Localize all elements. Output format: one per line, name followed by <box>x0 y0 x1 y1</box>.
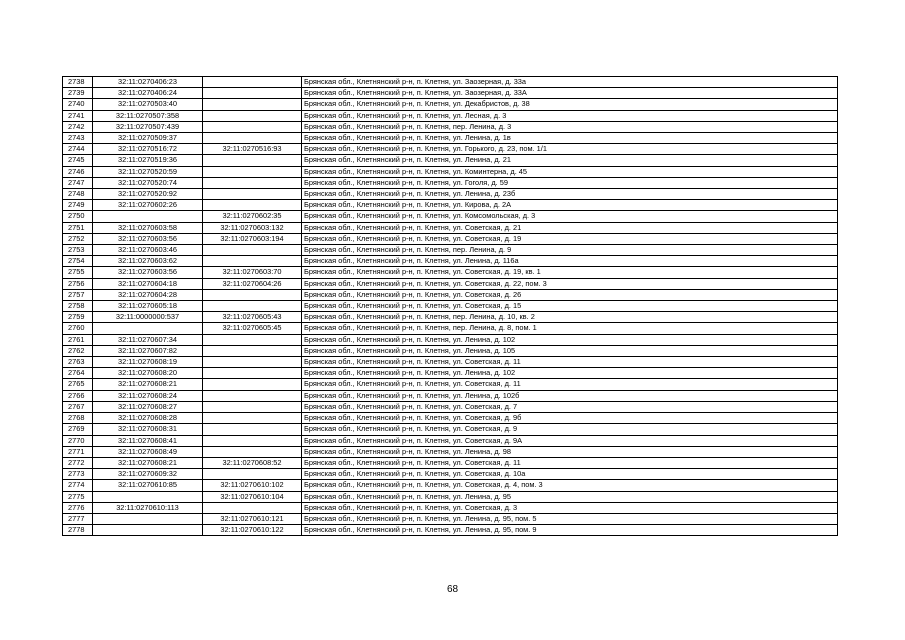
address-cell: Брянская обл., Клетнянский р-н, п. Клетня, ул. Заозерная, д. 33а <box>302 77 838 88</box>
table-row <box>63 357 838 368</box>
cadastral-number-cell: 32:11:0270608:21 <box>93 379 203 390</box>
address-cell: Брянская обл., Клетнянский р-н, п. Клетня, ул. Советская, д. 9б <box>302 413 838 424</box>
cadastral-number-cell: 32:11:0270603:46 <box>93 245 203 256</box>
related-cadastral-number-cell <box>203 133 302 144</box>
cadastral-number-cell: 32:11:0270608:49 <box>93 446 203 457</box>
address-cell: Брянская обл., Клетнянский р-н, п. Клетня, пер. Ленина, д. 3 <box>302 121 838 132</box>
address-cell: Брянская обл., Клетнянский р-н, п. Клетня, ул. Ленина, д. 95, пом. 5 <box>302 513 838 524</box>
table-row <box>63 413 838 424</box>
table-row <box>63 245 838 256</box>
cadastral-number-cell: 32:11:0270520:74 <box>93 177 203 188</box>
table-row <box>63 334 838 345</box>
registry-table-body <box>63 77 838 536</box>
table-row <box>63 133 838 144</box>
table-row <box>63 424 838 435</box>
related-cadastral-number-cell: 32:11:0270610:104 <box>203 491 302 502</box>
table-row <box>63 368 838 379</box>
table-row <box>63 401 838 412</box>
related-cadastral-number-cell: 32:11:0270603:132 <box>203 222 302 233</box>
related-cadastral-number-cell: 32:11:0270516:93 <box>203 144 302 155</box>
cadastral-number-cell: 32:11:0270608:21 <box>93 457 203 468</box>
cadastral-number-cell: 32:11:0270602:26 <box>93 200 203 211</box>
cadastral-number-cell: 32:11:0270608:28 <box>93 413 203 424</box>
related-cadastral-number-cell <box>203 88 302 99</box>
cadastral-number-cell: 32:11:0270603:62 <box>93 256 203 267</box>
address-cell: Брянская обл., Клетнянский р-н, п. Клетня, ул. Кирова, д. 2А <box>302 200 838 211</box>
address-cell: Брянская обл., Клетнянский р-н, п. Клетня, пер. Ленина, д. 10, кв. 2 <box>302 312 838 323</box>
related-cadastral-number-cell <box>203 424 302 435</box>
related-cadastral-number-cell <box>203 200 302 211</box>
row-number-cell: 2752 <box>63 233 93 244</box>
row-number-cell: 2739 <box>63 88 93 99</box>
table-row <box>63 289 838 300</box>
row-number-cell: 2750 <box>63 211 93 222</box>
table-row <box>63 177 838 188</box>
cadastral-number-cell: 32:11:0270507:439 <box>93 121 203 132</box>
row-number-cell: 2768 <box>63 413 93 424</box>
row-number-cell: 2772 <box>63 457 93 468</box>
table-row <box>63 446 838 457</box>
cadastral-number-cell <box>93 323 203 334</box>
address-cell: Брянская обл., Клетнянский р-н, п. Клетня, ул. Советская, д. 11 <box>302 457 838 468</box>
table-row <box>63 513 838 524</box>
related-cadastral-number-cell <box>203 334 302 345</box>
address-cell: Брянская обл., Клетнянский р-н, п. Клетня, ул. Советская, д. 21 <box>302 222 838 233</box>
address-cell: Брянская обл., Клетнянский р-н, п. Клетня, ул. Советская, д. 10а <box>302 469 838 480</box>
row-number-cell: 2751 <box>63 222 93 233</box>
address-cell: Брянская обл., Клетнянский р-н, п. Клетня, ул. Комсомольская, д. 3 <box>302 211 838 222</box>
related-cadastral-number-cell <box>203 401 302 412</box>
related-cadastral-number-cell: 32:11:0270603:194 <box>203 233 302 244</box>
address-cell: Брянская обл., Клетнянский р-н, п. Клетня, ул. Советская, д. 9 <box>302 424 838 435</box>
cadastral-number-cell <box>93 211 203 222</box>
row-number-cell: 2776 <box>63 502 93 513</box>
cadastral-number-cell <box>93 513 203 524</box>
address-cell: Брянская обл., Клетнянский р-н, п. Клетня, ул. Советская, д. 4, пом. 3 <box>302 480 838 491</box>
table-row <box>63 166 838 177</box>
table-row <box>63 345 838 356</box>
cadastral-number-cell: 32:11:0270604:18 <box>93 278 203 289</box>
table-row <box>63 155 838 166</box>
related-cadastral-number-cell <box>203 413 302 424</box>
row-number-cell: 2778 <box>63 525 93 536</box>
address-cell: Брянская обл., Клетнянский р-н, п. Клетня, ул. Советская, д. 22, пом. 3 <box>302 278 838 289</box>
row-number-cell: 2771 <box>63 446 93 457</box>
table-row <box>63 491 838 502</box>
table-row <box>63 267 838 278</box>
cadastral-number-cell: 32:11:0270603:56 <box>93 233 203 244</box>
cadastral-number-cell: 32:11:0270608:19 <box>93 357 203 368</box>
related-cadastral-number-cell: 32:11:0270608:52 <box>203 457 302 468</box>
row-number-cell: 2745 <box>63 155 93 166</box>
row-number-cell: 2757 <box>63 289 93 300</box>
address-cell: Брянская обл., Клетнянский р-н, п. Клетня, ул. Советская, д. 15 <box>302 301 838 312</box>
cadastral-number-cell: 32:11:0270605:18 <box>93 301 203 312</box>
row-number-cell: 2774 <box>63 480 93 491</box>
related-cadastral-number-cell <box>203 357 302 368</box>
address-cell: Брянская обл., Клетнянский р-н, п. Клетня, ул. Советская, д. 19 <box>302 233 838 244</box>
row-number-cell: 2762 <box>63 345 93 356</box>
related-cadastral-number-cell <box>203 110 302 121</box>
cadastral-number-cell: 32:11:0270503:40 <box>93 99 203 110</box>
table-row <box>63 525 838 536</box>
cadastral-number-cell: 32:11:0270607:34 <box>93 334 203 345</box>
address-cell: Брянская обл., Клетнянский р-н, п. Клетня, ул. Ленина, д. 1в <box>302 133 838 144</box>
related-cadastral-number-cell <box>203 166 302 177</box>
table-row <box>63 379 838 390</box>
address-cell: Брянская обл., Клетнянский р-н, п. Клетня, пер. Ленина, д. 8, пом. 1 <box>302 323 838 334</box>
row-number-cell: 2761 <box>63 334 93 345</box>
address-cell: Брянская обл., Клетнянский р-н, п. Клетня, ул. Ленина, д. 95 <box>302 491 838 502</box>
related-cadastral-number-cell <box>203 446 302 457</box>
row-number-cell: 2740 <box>63 99 93 110</box>
row-number-cell: 2763 <box>63 357 93 368</box>
cadastral-number-cell: 32:11:0270604:28 <box>93 289 203 300</box>
address-cell: Брянская обл., Клетнянский р-н, п. Клетня, ул. Декабристов, д. 38 <box>302 99 838 110</box>
address-cell: Брянская обл., Клетнянский р-н, п. Клетня, ул. Гоголя, д. 59 <box>302 177 838 188</box>
table-row <box>63 390 838 401</box>
cadastral-number-cell: 32:11:0000000:537 <box>93 312 203 323</box>
row-number-cell: 2760 <box>63 323 93 334</box>
related-cadastral-number-cell <box>203 301 302 312</box>
row-number-cell: 2747 <box>63 177 93 188</box>
address-cell: Брянская обл., Клетнянский р-н, п. Клетня, ул. Лесная, д. 3 <box>302 110 838 121</box>
page-number: 68 <box>446 584 459 595</box>
table-row <box>63 144 838 155</box>
related-cadastral-number-cell <box>203 435 302 446</box>
address-cell: Брянская обл., Клетнянский р-н, п. Клетня, ул. Советская, д. 9А <box>302 435 838 446</box>
row-number-cell: 2744 <box>63 144 93 155</box>
table-row <box>63 110 838 121</box>
table-row <box>63 301 838 312</box>
cadastral-number-cell: 32:11:0270607:82 <box>93 345 203 356</box>
cadastral-number-cell: 32:11:0270519:36 <box>93 155 203 166</box>
related-cadastral-number-cell: 32:11:0270610:122 <box>203 525 302 536</box>
related-cadastral-number-cell <box>203 469 302 480</box>
row-number-cell: 2765 <box>63 379 93 390</box>
related-cadastral-number-cell <box>203 390 302 401</box>
row-number-cell: 2773 <box>63 469 93 480</box>
related-cadastral-number-cell <box>203 177 302 188</box>
row-number-cell: 2742 <box>63 121 93 132</box>
address-cell: Брянская обл., Клетнянский р-н, п. Клетня, пер. Ленина, д. 9 <box>302 245 838 256</box>
related-cadastral-number-cell <box>203 289 302 300</box>
table-row <box>63 211 838 222</box>
cadastral-number-cell: 32:11:0270608:31 <box>93 424 203 435</box>
table-row <box>63 457 838 468</box>
cadastral-number-cell: 32:11:0270603:58 <box>93 222 203 233</box>
row-number-cell: 2746 <box>63 166 93 177</box>
table-row <box>63 189 838 200</box>
related-cadastral-number-cell: 32:11:0270604:26 <box>203 278 302 289</box>
row-number-cell: 2767 <box>63 401 93 412</box>
row-number-cell: 2741 <box>63 110 93 121</box>
address-cell: Брянская обл., Клетнянский р-н, п. Клетня, ул. Ленина, д. 102 <box>302 334 838 345</box>
table-row <box>63 200 838 211</box>
related-cadastral-number-cell <box>203 189 302 200</box>
row-number-cell: 2759 <box>63 312 93 323</box>
row-number-cell: 2755 <box>63 267 93 278</box>
cadastral-number-cell: 32:11:0270608:41 <box>93 435 203 446</box>
address-cell: Брянская обл., Клетнянский р-н, п. Клетня, ул. Советская, д. 19, кв. 1 <box>302 267 838 278</box>
related-cadastral-number-cell: 32:11:0270605:45 <box>203 323 302 334</box>
related-cadastral-number-cell: 32:11:0270602:35 <box>203 211 302 222</box>
address-cell: Брянская обл., Клетнянский р-н, п. Клетня, ул. Горького, д. 23, пом. 1/1 <box>302 144 838 155</box>
table-row <box>63 435 838 446</box>
row-number-cell: 2753 <box>63 245 93 256</box>
related-cadastral-number-cell: 32:11:0270605:43 <box>203 312 302 323</box>
table-row <box>63 233 838 244</box>
cadastral-number-cell: 32:11:0270610:113 <box>93 502 203 513</box>
related-cadastral-number-cell <box>203 368 302 379</box>
row-number-cell: 2777 <box>63 513 93 524</box>
related-cadastral-number-cell <box>203 502 302 513</box>
table-row <box>63 99 838 110</box>
cadastral-number-cell: 32:11:0270610:85 <box>93 480 203 491</box>
related-cadastral-number-cell <box>203 77 302 88</box>
related-cadastral-number-cell <box>203 99 302 110</box>
table-row <box>63 502 838 513</box>
related-cadastral-number-cell <box>203 379 302 390</box>
related-cadastral-number-cell: 32:11:0270610:121 <box>203 513 302 524</box>
row-number-cell: 2754 <box>63 256 93 267</box>
row-number-cell: 2743 <box>63 133 93 144</box>
related-cadastral-number-cell <box>203 345 302 356</box>
table-row <box>63 222 838 233</box>
row-number-cell: 2764 <box>63 368 93 379</box>
address-cell: Брянская обл., Клетнянский р-н, п. Клетня, ул. Ленина, д. 98 <box>302 446 838 457</box>
cadastral-number-cell: 32:11:0270406:23 <box>93 77 203 88</box>
cadastral-number-cell: 32:11:0270608:24 <box>93 390 203 401</box>
table-row <box>63 278 838 289</box>
address-cell: Брянская обл., Клетнянский р-н, п. Клетня, ул. Ленина, д. 116а <box>302 256 838 267</box>
row-number-cell: 2769 <box>63 424 93 435</box>
address-cell: Брянская обл., Клетнянский р-н, п. Клетня, ул. Советская, д. 11 <box>302 357 838 368</box>
table-row <box>63 121 838 132</box>
related-cadastral-number-cell <box>203 121 302 132</box>
table-row <box>63 256 838 267</box>
row-number-cell: 2748 <box>63 189 93 200</box>
address-cell: Брянская обл., Клетнянский р-н, п. Клетня, ул. Заозерная, д. 33А <box>302 88 838 99</box>
related-cadastral-number-cell: 32:11:0270610:102 <box>203 480 302 491</box>
address-cell: Брянская обл., Клетнянский р-н, п. Клетня, ул. Ленина, д. 23б <box>302 189 838 200</box>
cadastral-number-cell: 32:11:0270608:20 <box>93 368 203 379</box>
table-row <box>63 480 838 491</box>
address-cell: Брянская обл., Клетнянский р-н, п. Клетня, ул. Советская, д. 11 <box>302 379 838 390</box>
related-cadastral-number-cell <box>203 256 302 267</box>
registry-table <box>62 76 838 536</box>
cadastral-number-cell: 32:11:0270608:27 <box>93 401 203 412</box>
table-row <box>63 88 838 99</box>
address-cell: Брянская обл., Клетнянский р-н, п. Клетня, ул. Ленина, д. 102б <box>302 390 838 401</box>
cadastral-number-cell: 32:11:0270406:24 <box>93 88 203 99</box>
related-cadastral-number-cell <box>203 245 302 256</box>
table-row <box>63 469 838 480</box>
address-cell: Брянская обл., Клетнянский р-н, п. Клетня, ул. Коминтерна, д. 45 <box>302 166 838 177</box>
row-number-cell: 2770 <box>63 435 93 446</box>
row-number-cell: 2766 <box>63 390 93 401</box>
cadastral-number-cell: 32:11:0270609:32 <box>93 469 203 480</box>
cadastral-number-cell: 32:11:0270507:358 <box>93 110 203 121</box>
related-cadastral-number-cell: 32:11:0270603:70 <box>203 267 302 278</box>
address-cell: Брянская обл., Клетнянский р-н, п. Клетня, ул. Советская, д. 26 <box>302 289 838 300</box>
address-cell: Брянская обл., Клетнянский р-н, п. Клетня, ул. Советская, д. 3 <box>302 502 838 513</box>
cadastral-number-cell: 32:11:0270520:59 <box>93 166 203 177</box>
address-cell: Брянская обл., Клетнянский р-н, п. Клетня, ул. Ленина, д. 21 <box>302 155 838 166</box>
cadastral-number-cell <box>93 491 203 502</box>
table-row <box>63 77 838 88</box>
address-cell: Брянская обл., Клетнянский р-н, п. Клетня, ул. Ленина, д. 102 <box>302 368 838 379</box>
row-number-cell: 2775 <box>63 491 93 502</box>
table-row <box>63 323 838 334</box>
cadastral-number-cell: 32:11:0270603:56 <box>93 267 203 278</box>
cadastral-number-cell <box>93 525 203 536</box>
cadastral-number-cell: 32:11:0270516:72 <box>93 144 203 155</box>
row-number-cell: 2758 <box>63 301 93 312</box>
cadastral-number-cell: 32:11:0270509:37 <box>93 133 203 144</box>
address-cell: Брянская обл., Клетнянский р-н, п. Клетня, ул. Ленина, д. 105 <box>302 345 838 356</box>
address-cell: Брянская обл., Клетнянский р-н, п. Клетня, ул. Ленина, д. 95, пом. 9 <box>302 525 838 536</box>
table-row <box>63 312 838 323</box>
row-number-cell: 2749 <box>63 200 93 211</box>
related-cadastral-number-cell <box>203 155 302 166</box>
cadastral-number-cell: 32:11:0270520:92 <box>93 189 203 200</box>
row-number-cell: 2756 <box>63 278 93 289</box>
address-cell: Брянская обл., Клетнянский р-н, п. Клетня, ул. Советская, д. 7 <box>302 401 838 412</box>
row-number-cell: 2738 <box>63 77 93 88</box>
